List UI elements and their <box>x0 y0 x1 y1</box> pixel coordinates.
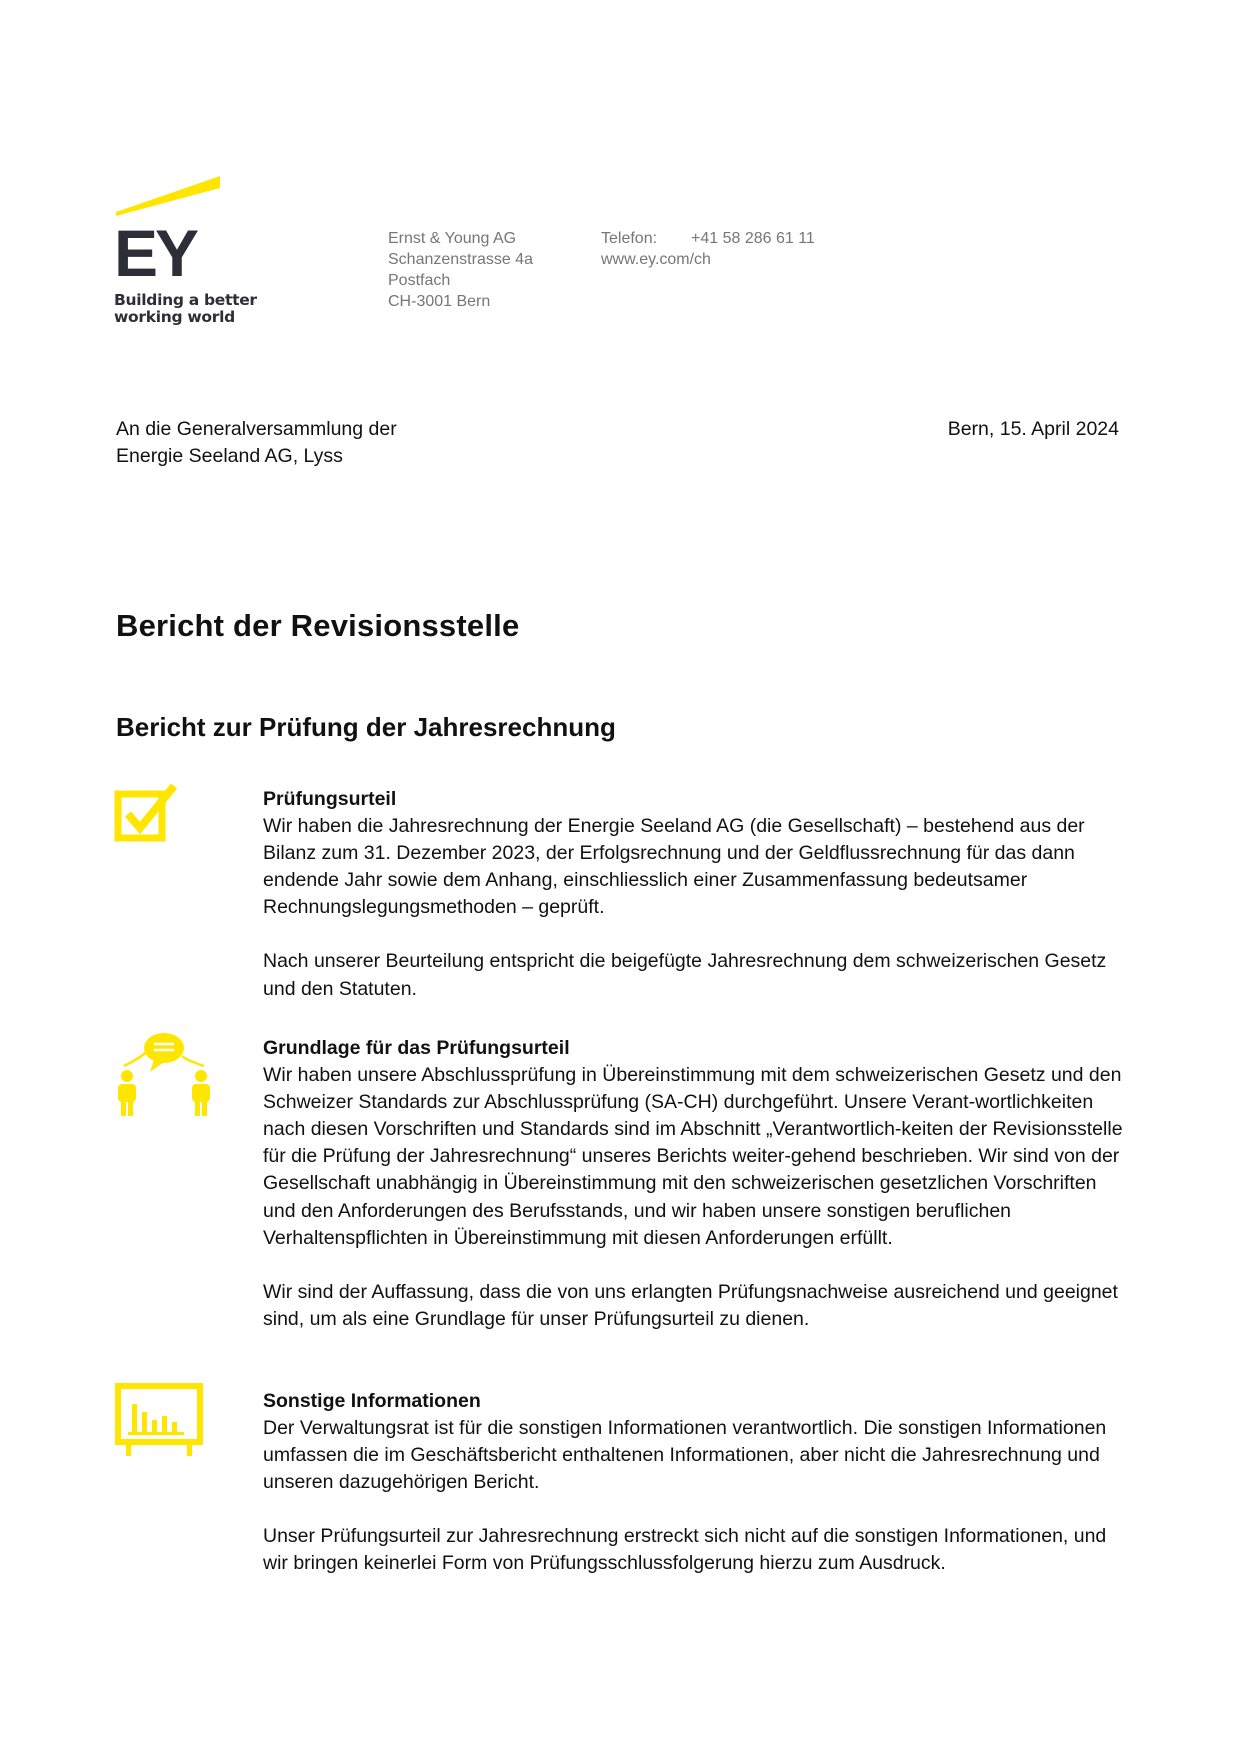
section-paragraph: Wir haben die Jahresrechnung der Energie Seeland AG (die Gesellschaft) – bestehend aus der Bilanz zum 31. Dezember 2023, der Erfolgsrechnung und der Geldflussrechnung für das dann endende Jahr sowie dem Anhang, einschliesslich einer Zusammenfassung bedeutsamer Rechnungslegungsmethoden – geprüft. <box>263 815 1085 919</box>
addressee-line-1: An die Generalversammlung der <box>116 418 397 440</box>
presentation-chart-icon <box>114 1382 204 1463</box>
section-grundlage <box>263 1035 1133 1333</box>
phone-row <box>601 228 815 249</box>
company-street: Schanzenstrasse 4a <box>388 251 533 268</box>
section-paragraph: Unser Prüfungsurteil zur Jahresrechnung erstreckt sich nicht auf die sonstigen Informationen, und wir bringen keinerlei Form von Prüfungsschlussfolgerung hierzu zum Ausdruck. <box>263 1525 1107 1575</box>
letter-date: Bern, 15. April 2024 <box>947 418 1119 440</box>
section-title: Grundlage für das Prüfungsurteil <box>263 1037 570 1059</box>
company-contact <box>601 228 815 270</box>
ey-wordmark: EY <box>114 216 197 290</box>
discussion-people-icon <box>114 1030 214 1125</box>
company-address <box>388 228 533 312</box>
section-paragraph: Der Verwaltungsrat ist für die sonstigen Informationen verantwortlich. Die sonstigen Informationen umfassen die im Geschäftsbericht enthaltenen Informationen, aber nicht die Jahresrechnung und unseren dazugehörigen Bericht. <box>263 1417 1107 1494</box>
company-city: CH-3001 Bern <box>388 293 491 310</box>
checkbox-icon <box>114 782 180 849</box>
ey-beam-icon <box>114 176 224 216</box>
section-paragraph: Nach unserer Beurteilung entspricht die beigefügte Jahresrechnung dem schweizerischen Gesetz und den Statuten. <box>263 950 1107 1000</box>
company-postbox: Postfach <box>388 272 451 289</box>
report-subtitle: Bericht zur Prüfung der Jahresrechnung <box>116 712 616 742</box>
website-link[interactable]: www.ey.com/ch <box>601 251 711 268</box>
section-title: Sonstige Informationen <box>263 1390 481 1412</box>
section-paragraph: Wir haben unsere Abschlussprüfung in Übereinstimmung mit dem schweizerischen Gesetz und den Schweizer Standards zur Abschlussprüfung (SA-CH) durchgeführt. Unsere Verant-wortlichkeiten nach diesen Vorschriften und Standards sind im Abschnitt „Verantwortlich-keiten der Revisionsstelle für die Prüfung der Jahresrechnung“ unseres Berichts weiter-gehend beschrieben. Wir sind von der Gesellschaft unabhängig in Übereinstimmung mit den schweizerischen gesetzlichen Vorschriften und den Anforderungen des Berufsstands, und wir haben unsere sonstigen beruflichen Verhaltenspflichten in Übereinstimmung mit diesen Anforderungen erfüllt. <box>263 1064 1123 1249</box>
addressee <box>116 416 397 470</box>
company-name: Ernst & Young AG <box>388 230 517 247</box>
section-paragraph: Wir sind der Auffassung, dass die von uns erlangten Prüfungsnachweise ausreichend und geeignet sind, um als eine Grundlage für unser Prüfungsurteil zu dienen. <box>263 1280 1118 1330</box>
phone-label: Telefon: <box>601 230 658 247</box>
section-pruefungsurteil <box>263 786 1133 1003</box>
report-title: Bericht der Revisionsstelle <box>116 608 520 643</box>
tagline-line-2: working world <box>114 308 235 326</box>
addressee-line-2: Energie Seeland AG, Lyss <box>116 445 343 467</box>
logo-tagline <box>114 292 257 326</box>
phone-number: +41 58 286 61 11 <box>691 230 815 247</box>
tagline-line-1: Building a better <box>114 291 257 309</box>
section-title: Prüfungsurteil <box>263 788 397 810</box>
section-sonstige-informationen <box>263 1388 1133 1578</box>
